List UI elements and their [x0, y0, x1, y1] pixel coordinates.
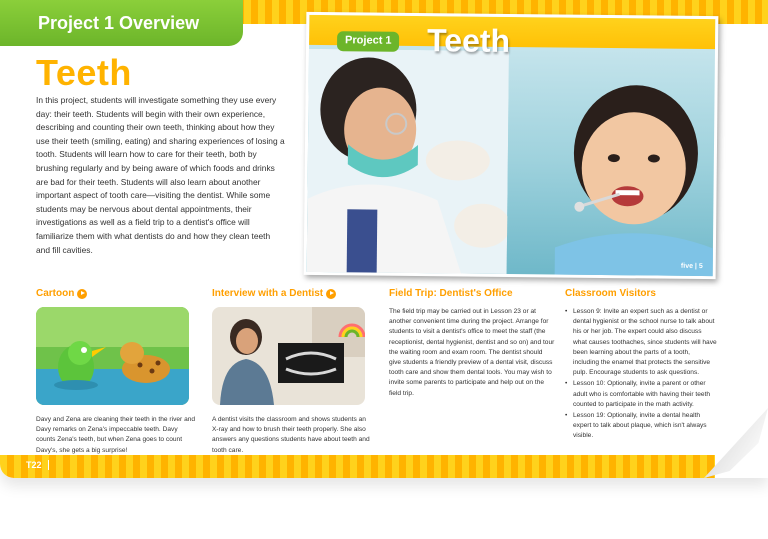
photo-page-label: five | 5: [680, 262, 703, 271]
field-trip-title: Field Trip: Dentist's Office: [389, 288, 513, 299]
play-icon[interactable]: [77, 289, 87, 299]
cartoon-thumbnail[interactable]: [36, 307, 189, 405]
list-item: • Lesson 9: Invite an expert such as a dentist or dental hygienist or the school nurse to talk about his or her job. The expert could also discuss what causes toothaches, since students will have been learning about the parts of a tooth, including the enamel that protects the sensitive pulp. Encourage students to ask questions.: [565, 307, 717, 378]
play-icon[interactable]: [326, 289, 336, 299]
page-number: T22: [26, 460, 49, 470]
interview-section: [212, 288, 372, 456]
bottom-stripe-band: [0, 455, 715, 478]
cartoon-heading[interactable]: [36, 288, 196, 299]
interview-description: A dentist visits the classroom and shows students an X-ray and how to brush their teeth properly. She also answers any questions students have about teeth and tooth care.: [212, 416, 370, 454]
interview-thumbnail[interactable]: [212, 307, 365, 405]
photo-title: Teeth: [426, 22, 511, 59]
field-trip-section: [389, 288, 555, 399]
intro-paragraph: In this project, students will investigate something they use every day: their teeth. Students will begin with their own experience, describing and counting their own teeth, thinking about how they use their teeth (smiling, eating) and sharing experiences of losing a tooth. Students will learn how to care for their teeth, both by brushing regularly and by being aware of which foods and drinks are bad for their teeth. Students will also learn about another important aspect of tooth care—visiting the dentist. While some students may be nervous about dental appointments, their investigations as well as a field trip to a dentist's office will familiarize them with what dentists do and how they clean teeth and fill cavities.: [36, 95, 285, 255]
tab-label: Project 1 Overview: [38, 13, 200, 33]
project-badge: Project 1: [337, 31, 400, 52]
dentist-child-photo: [307, 15, 716, 276]
page-title: Teeth: [36, 52, 132, 93]
list-item: • Lesson 19: Optionally, invite a dental health expert to talk about plaque, which isn't always visible.: [565, 411, 717, 442]
cartoon-description: Davy and Zena are cleaning their teeth in the river and Davy remarks on Zena's impeccable teeth. Davy counts Zena's teeth, but when Zena goes to count Davy's, she gets a big surprise!: [36, 416, 196, 454]
interview-heading[interactable]: [212, 288, 372, 299]
dentist-illustration: [307, 49, 509, 276]
project-overview-tab: [0, 0, 243, 46]
child-illustration: [535, 57, 716, 276]
classroom-visitors-section: [565, 288, 717, 443]
cartoon-title: Cartoon: [36, 288, 75, 299]
visitors-heading: [565, 288, 717, 299]
visitors-list: [565, 307, 717, 442]
cartoon-scene-illustration: [36, 307, 189, 405]
interview-title: Interview with a Dentist: [212, 288, 324, 299]
visitors-title: Classroom Visitors: [565, 288, 656, 299]
cartoon-section: [36, 288, 196, 456]
cover-photo-card: [304, 12, 719, 279]
field-trip-description: The field trip may be carried out in Lesson 23 or at another convenient time during the project. Arrange for students to visit a dentist's office to meet the staff (the receptionist, dental hygienist, dentist and so on) and tour the waiting room and exam room. The dentist should give students a friendly preview of a dental visit, discuss tooth care and show them dental tools. You may wish to invite some parents to participate and help out on the field trip.: [389, 308, 555, 397]
field-trip-heading: [389, 288, 555, 299]
interview-scene-illustration: [212, 307, 365, 405]
list-item: • Lesson 10: Optionally, invite a parent or other adult who is comfortable with having their teeth counted to participate in the math activity.: [565, 379, 717, 410]
